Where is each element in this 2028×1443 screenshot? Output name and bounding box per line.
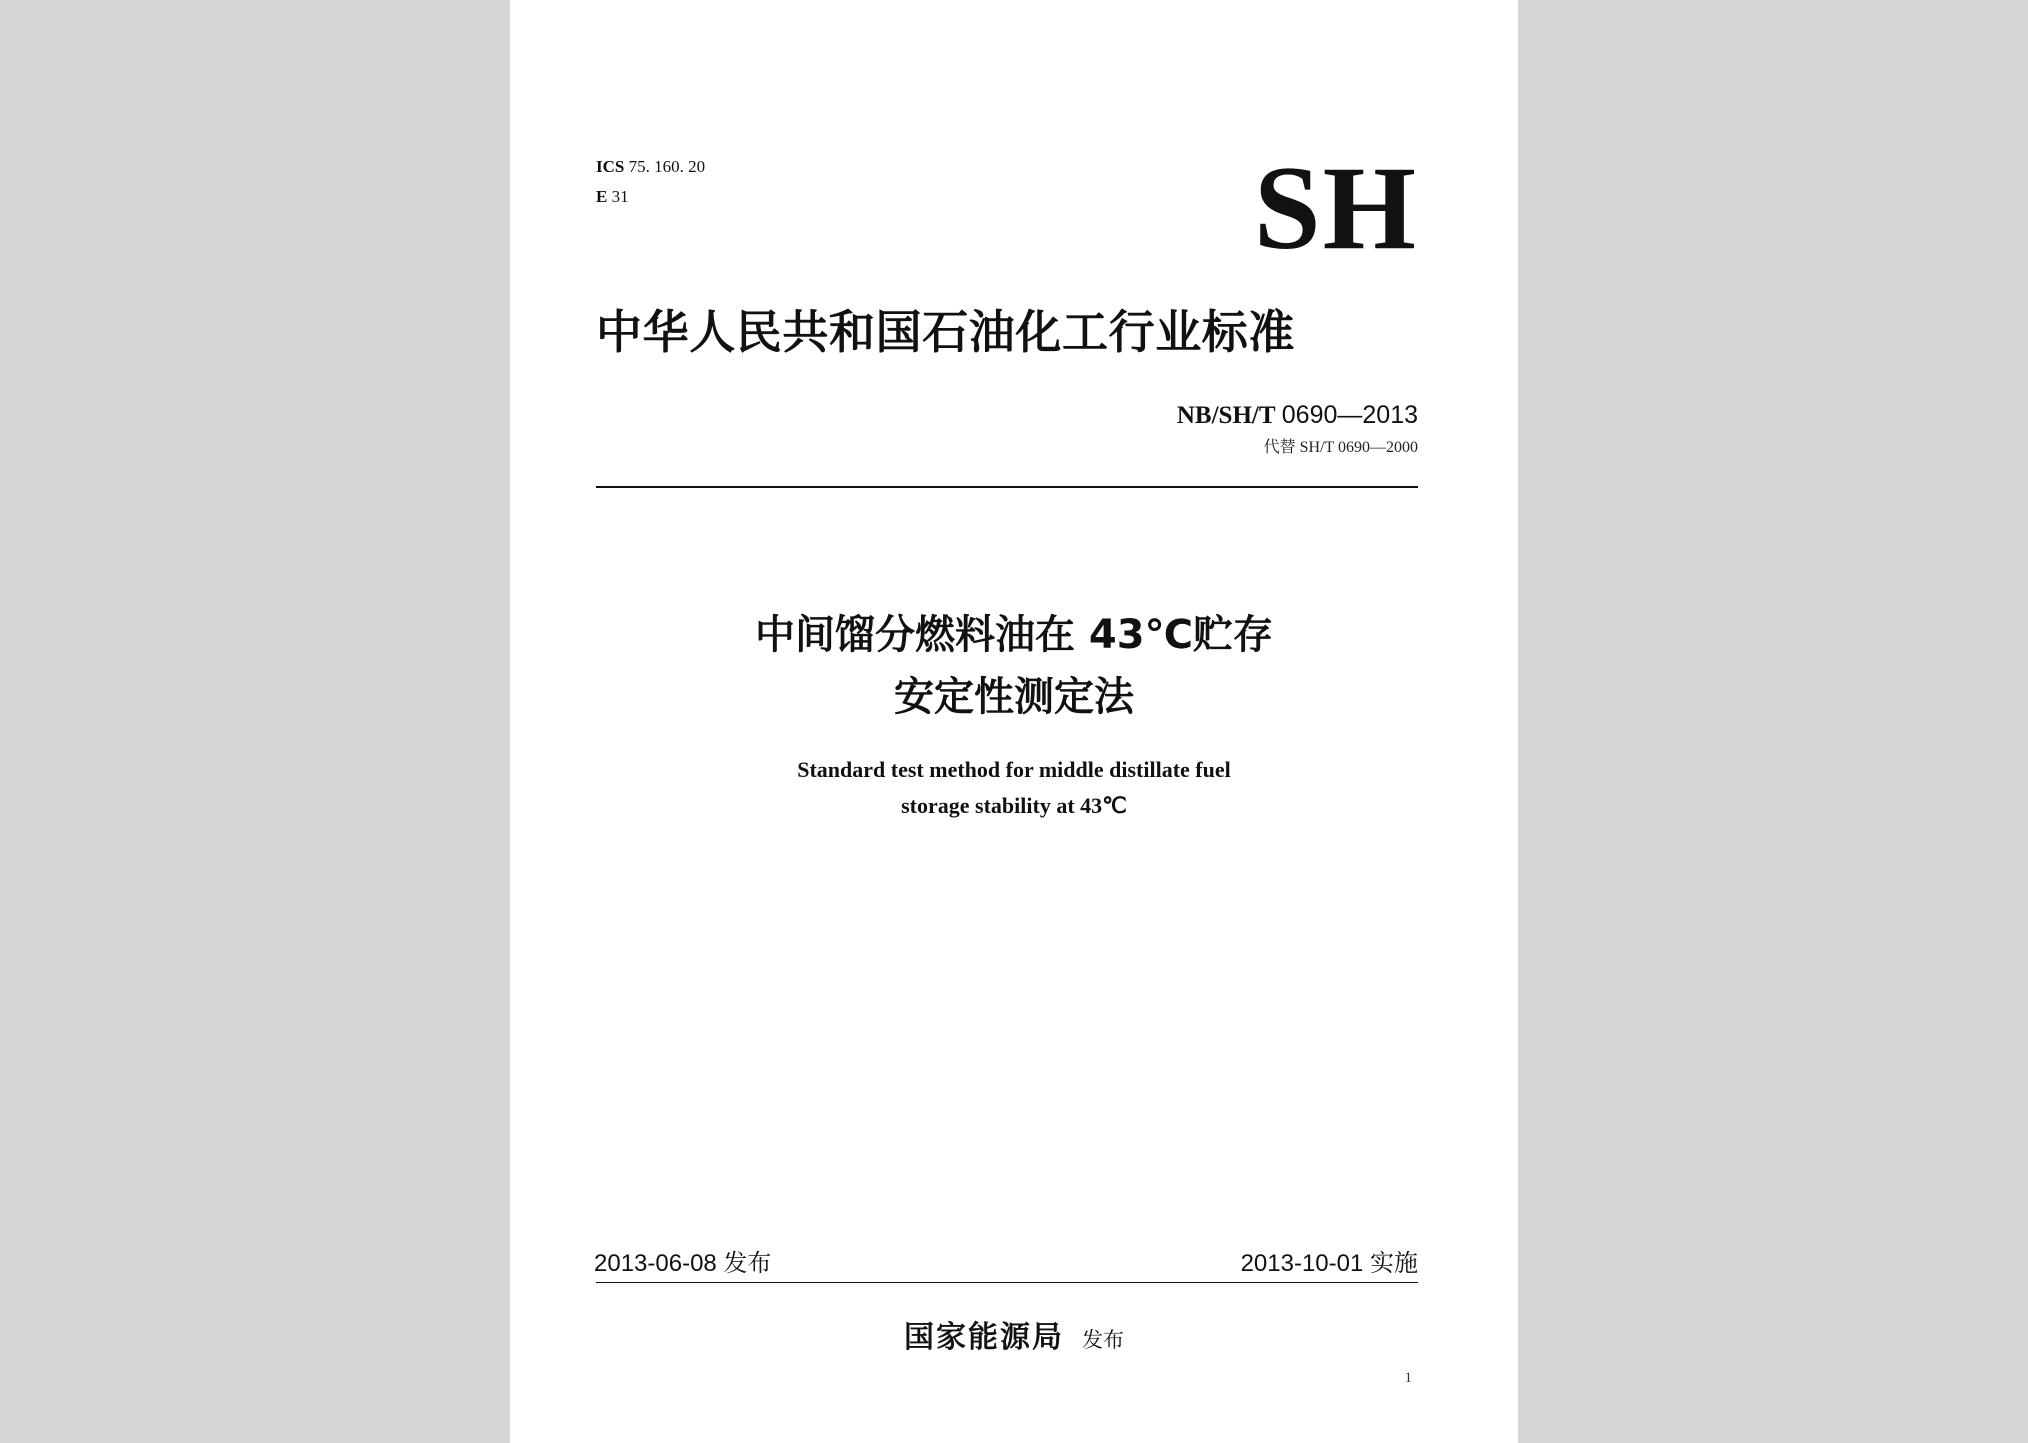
ccs-code: E 31 [596, 187, 629, 206]
standard-num: 0690—2013 [1281, 401, 1418, 429]
ics-code: ICS 75. 160. 20 [596, 157, 706, 176]
title-english-line1: Standard test method for middle distillate fuel [797, 757, 1231, 782]
divider-bottom [596, 1282, 1418, 1283]
title-english [510, 752, 1518, 824]
classification-codes [596, 152, 705, 212]
publisher-action: 发布 [1082, 1328, 1124, 1352]
title-chinese-line1: 中间馏分燃料油在 43℃贮存 [754, 612, 1274, 658]
title-english-line2: storage stability at 43℃ [901, 793, 1127, 818]
document-page [510, 0, 1518, 1443]
standard-code: NB/SH/T [1176, 402, 1276, 429]
page-number: 1 [1404, 1370, 1412, 1386]
title-chinese-line2: 安定性测定法 [894, 674, 1134, 720]
divider-top [596, 486, 1418, 488]
standard-number [1177, 400, 1418, 431]
implement-date: 2013-10-01 实施 [1240, 1250, 1418, 1277]
publisher-org: 国家能源局 [904, 1320, 1064, 1355]
replaces-note: 代替 SH/T 0690—2000 [1263, 439, 1418, 456]
standard-category: 中华人民共和国石油化工行业标准 [596, 305, 1295, 359]
sh-logo: SH [1253, 141, 1418, 274]
title-chinese [510, 604, 1518, 728]
publisher [510, 1312, 1518, 1356]
issue-date: 2013-06-08 发布 [594, 1250, 772, 1277]
